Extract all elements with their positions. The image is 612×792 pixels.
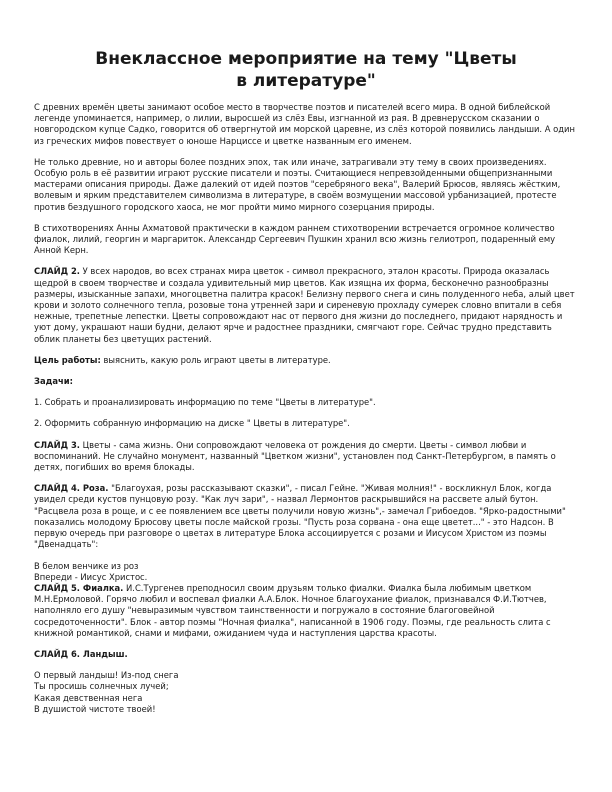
poem-lily-line-2: Ты просишь солнечных лучей; xyxy=(34,681,169,692)
slide-5-text: И.С.Тургенев преподносил своим друзьям только фиалки. Фиалка была любимым цветком М.Н.Ермоловой. Горячо любил и воспевал фиалки А.А.Блок. Ночное благоухание фиалок, признавался Ф.И.Тютчев, наполняло его душу "невыразимым чувством таинственности и погружало в состояние благоговейной сосредоточенности". Блок - автор поэмы "Ночная фиалка", написанной в 1906 году. Поэмы, где реальность слита с книжной романтикой, снами и мифами, ожиданием чуда и наступления царства красоты. xyxy=(34,582,551,638)
page-title: Внеклассное мероприятие на тему "Цветы в литературе" xyxy=(95,49,517,91)
goal-paragraph xyxy=(34,355,578,366)
slide-3-text: Цветы - сама жизнь. Они сопровождают человека от рождения до смерти. Цветы - символ любви и воспоминаний. Не случайно монумент, названный "Цветком жизни", установлен под Санкт-Петербургом, в память о детях, погибших во время блокады. xyxy=(34,439,556,473)
paragraph-akhmatova: В стихотворениях Анны Ахматовой практически в каждом раннем стихотворении встречается огромное количество фиалок, лилий, георгин и маргариток. Александр Сергеевич Пушкин хранил всю жизнь гелиотроп, подаренный ему Анной Керн. xyxy=(34,222,556,256)
poem-roses-line-2: Впереди - Иисус Христос. xyxy=(34,571,148,582)
goal-label: Цель работы: xyxy=(34,354,101,365)
slide-6-heading: СЛАЙД 6. Ландыш. xyxy=(34,648,128,659)
slide-2-paragraph xyxy=(34,266,578,344)
goal-text: выяснить, какую роль играют цветы в литературе. xyxy=(100,354,331,365)
slide-3-label: СЛАЙД 3. xyxy=(34,439,80,450)
slide-5-paragraph xyxy=(34,583,578,639)
task-item-2: 2. Оформить собранную информацию на диске " Цветы в литературе". xyxy=(34,418,350,429)
slide-3-paragraph xyxy=(34,440,578,474)
slide-4-label: СЛАЙД 4. Роза. xyxy=(34,483,109,494)
poem-lily-line-3: Какая девственная нега xyxy=(34,692,143,703)
slide-4-text: "Благоухая, розы рассказывают сказки", - писал Гейне. "Живая молния!" - воскликнул Блок, когда увидел среди кустов пунцовую розу. "Как луч зари", - назвал Лермонтов раскрывшийся на рассвете алый бутон. "Расцвела роза в роще, и с ее появлением все цветы получили новую жизнь",- замечал Грибоедов. "Ярко-радостными" показались молодому Брюсову цветы после майской грозы. "Пусть роза сорвана - она еще цветет..." - это Надсон. В первую очередь при разговоре о цветах в литературе Блока ассоциируется с розами и Иисусом Христом из поэмы "Двенадцать": xyxy=(34,483,566,550)
slide-5-label: СЛАЙД 5. Фиалка. xyxy=(34,582,124,593)
poem-lily-line-1: О первый ландыш! Из-под снега xyxy=(34,670,179,681)
paragraph-authors: Не только древние, но и авторы более поздних эпох, так или иначе, затрагивали эту тему в своих произведениях. Особую роль в её развитии играют русские писатели и поэты. Считающиеся непревзойденными общепризнанными мастерами описания природы. Даже далекий от идей поэтов "серебряного века", Валерий Брюсов, являясь жёстким, волевым и ярким представителем символизма в литературе, в своём возмущении массовой урбанизацией, протесте против бездушного городского хаоса, не мог пройти мимо мирного созерцания природы. xyxy=(34,156,561,212)
slide-4-paragraph xyxy=(34,483,578,550)
poem-roses-line-1: В белом венчике из роз xyxy=(34,560,139,571)
poem-lily-line-4: В душистой чистоте твоей! xyxy=(34,703,156,714)
intro-paragraph: С древних времён цветы занимают особое место в творчестве поэтов и писателей всего мира. В одной библейской легенде упоминается, например, о лилии, выросшей из слёз Евы, изгнанной из рая. В древнерусском сказании о новгородском купце Садко, говорится об отвергнутой им морской царевне, из слёз которой появились ландыши. А один из греческих мифов повествует о юноше Нарциссе и цветке названным его именем. xyxy=(34,102,575,146)
task-item-1: 1. Собрать и проанализировать информацию по теме "Цветы в литературе". xyxy=(34,397,376,408)
tasks-heading: Задачи: xyxy=(34,376,73,387)
slide-2-label: СЛАЙД 2. xyxy=(34,266,80,277)
slide-2-text: У всех народов, во всех странах мира цветок - символ прекрасного, эталон красоты. Природа оказалась щедрой в своем творчестве и создала удивительный мир цветов. Как изящна их форма, бесконечно разнообразны размеры, изысканные запахи, многоцветна палитра красок! Белизну первого снега и синь полуденного неба, алый цвет крови и золото солнечного тепла, розовые тона утренней зари и сиреневую прохладу сумерек словно впитали в себя нежные, трепетные лепестки. Цветы сопровождают нас от первого дня жизни до последнего, придают нарядность и уют дому, украшают наши будни, делают ярче и радостнее праздники, смягчают горе. Сейчас трудно представить облик планеты без цветущих растений. xyxy=(34,266,575,344)
